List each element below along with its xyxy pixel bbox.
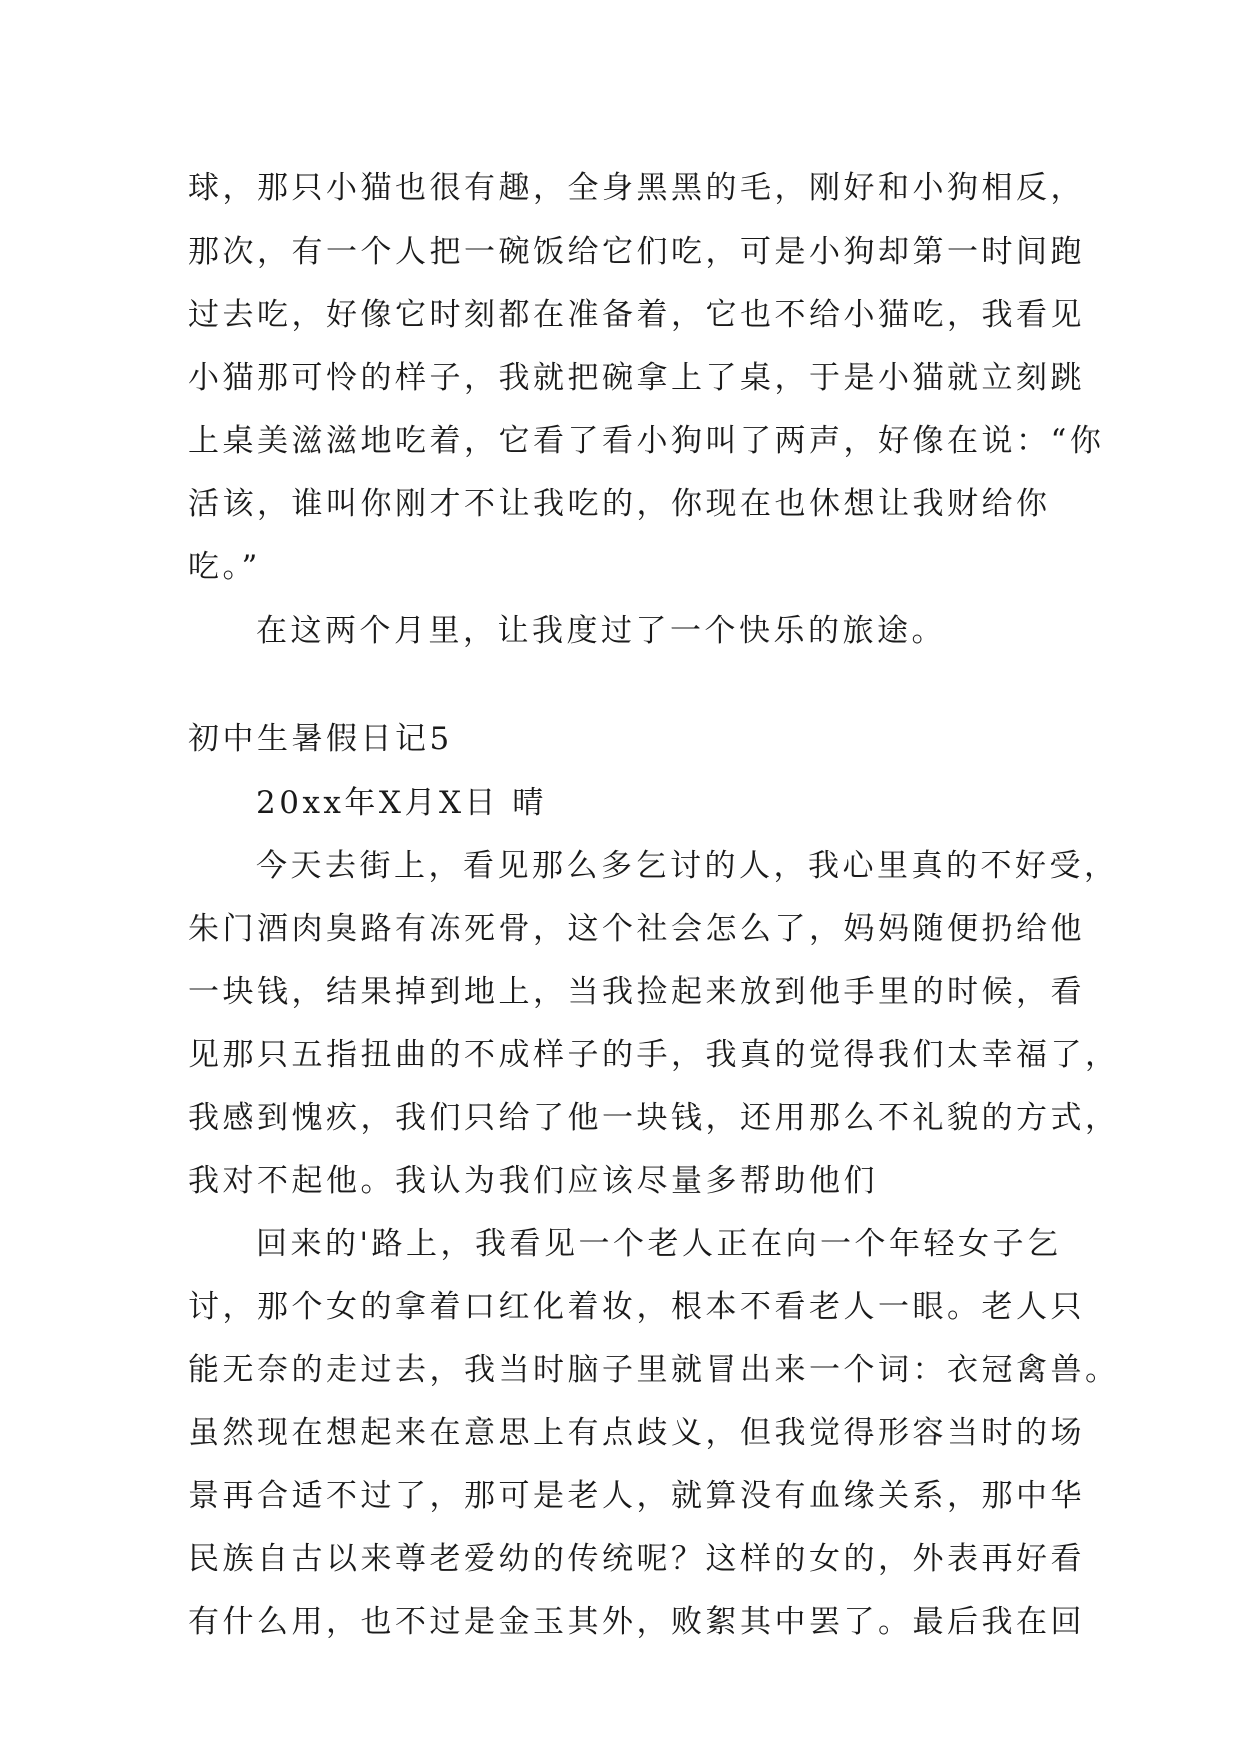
text-line: 朱门酒肉臭路有冻死骨，这个社会怎么了，妈妈随便扔给他 (188, 911, 1085, 947)
text-line: 景再合适不过了，那可是老人，就算没有血缘关系，那中华 (188, 1478, 1085, 1514)
text-line: 有什么用，也不过是金玉其外，败絮其中罢了。最后我在回 (188, 1604, 1085, 1640)
text-line: 虽然现在想起来在意思上有点歧义，但我觉得形容当时的场 (188, 1415, 1085, 1451)
text-line: 见那只五指扭曲的不成样子的手，我真的觉得我们太幸福了， (188, 1037, 1120, 1073)
text-line: 一块钱，结果掉到地上，当我捡起来放到他手里的时候，看 (188, 974, 1085, 1010)
text-line: 那次，有一个人把一碗饭给它们吃，可是小狗却第一时间跑 (188, 234, 1085, 270)
text-line: 吃。” (188, 549, 261, 585)
text-line: 今天去街上，看见那么多乞讨的人，我心里真的不好受， (256, 848, 1119, 884)
text-line: 能无奈的走过去，我当时脑子里就冒出来一个词：衣冠禽兽。 (188, 1352, 1120, 1388)
text-line: 我对不起他。我认为我们应该尽量多帮助他们 (188, 1163, 878, 1199)
text-line: 活该，谁叫你刚才不让我吃的，你现在也休想让我财给你 (188, 486, 1051, 522)
diary-date: 20xx年X月X日 晴 (256, 785, 547, 821)
text-line: 球，那只小猫也很有趣，全身黑黑的毛，刚好和小狗相反， (188, 170, 1085, 206)
text-line: 民族自古以来尊老爱幼的传统呢？这样的女的，外表再好看 (188, 1541, 1085, 1577)
closing-line: 在这两个月里，让我度过了一个快乐的旅途。 (256, 613, 946, 649)
text-line: 过去吃，好像它时刻都在准备着，它也不给小猫吃，我看见 (188, 297, 1085, 333)
section-title: 初中生暑假日记5 (188, 721, 453, 757)
text-line: 上桌美滋滋地吃着，它看了看小狗叫了两声，好像在说：“你 (188, 423, 1105, 459)
text-line: 回来的'路上，我看见一个老人正在向一个年轻女子乞 (256, 1226, 1062, 1262)
text-line: 我感到愧疚，我们只给了他一块钱，还用那么不礼貌的方式， (188, 1100, 1120, 1136)
text-line: 讨，那个女的拿着口红化着妆，根本不看老人一眼。老人只 (188, 1289, 1085, 1325)
text-line: 小猫那可怜的样子，我就把碗拿上了桌，于是小猫就立刻跳 (188, 360, 1085, 396)
